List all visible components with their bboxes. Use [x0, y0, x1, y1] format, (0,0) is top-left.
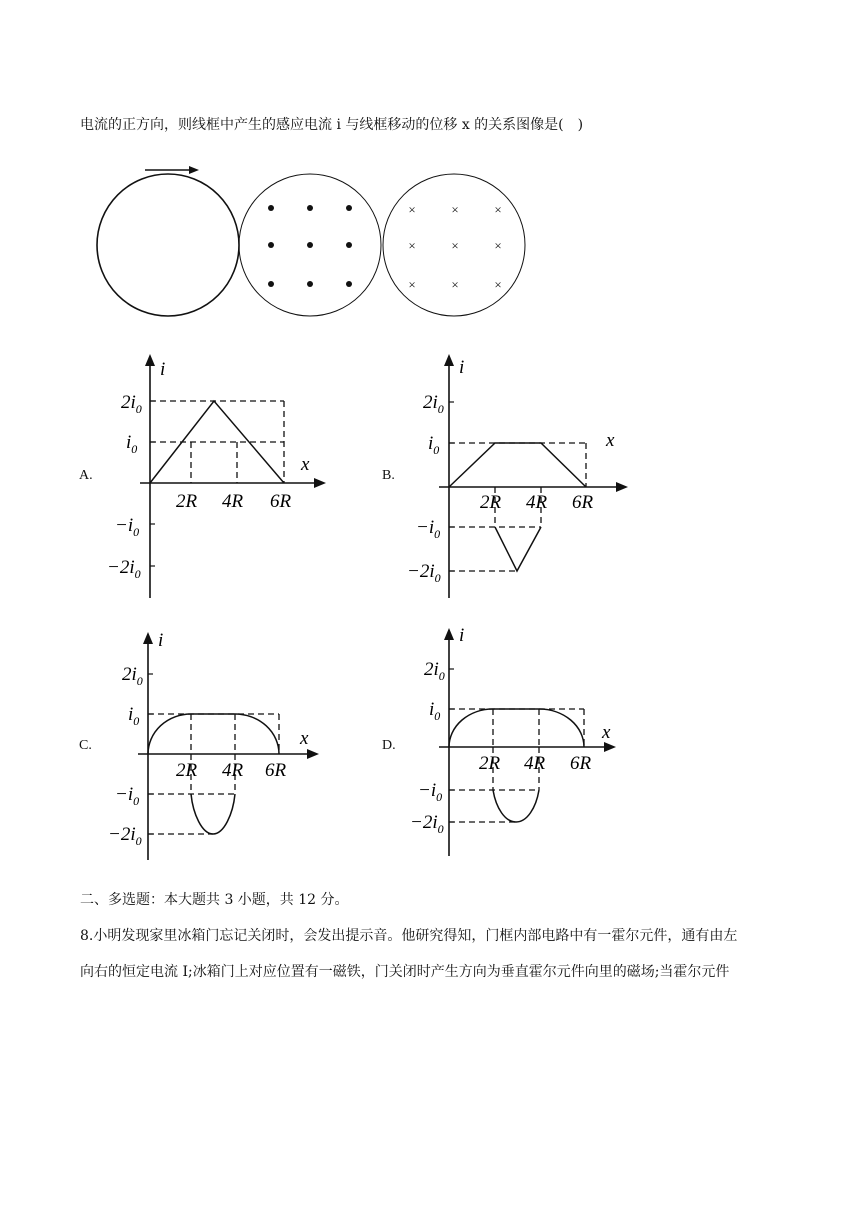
axis-label-x: x: [301, 454, 310, 475]
option-a-label[interactable]: A.: [79, 468, 93, 483]
motion-arrow: [145, 166, 199, 174]
svg-text:×: ×: [408, 202, 416, 217]
tick-neg-i0: $-i_0$: [418, 780, 443, 804]
tick-2R: 2R: [479, 753, 501, 774]
tick-6R: 6R: [265, 760, 287, 781]
graph-b: [407, 354, 628, 598]
axis-label-i: i: [158, 630, 164, 651]
svg-text:×: ×: [494, 202, 502, 217]
graph-d: [410, 625, 616, 856]
option-b-label[interactable]: B.: [382, 468, 395, 483]
tick-i0: $i_0$: [128, 704, 140, 728]
tick-2R: 2R: [176, 491, 198, 512]
axis-label-x: x: [606, 430, 615, 451]
tick-neg-i0: $-i_0$: [115, 515, 140, 539]
tick-2i0: $2i_0$: [423, 392, 444, 416]
tick-6R: 6R: [270, 491, 292, 512]
tick-neg-2i0: $-2i_0$: [107, 557, 141, 581]
tick-2R: 2R: [480, 492, 502, 513]
svg-text:×: ×: [408, 277, 416, 292]
tick-i0: $i_0$: [126, 432, 138, 456]
tick-2i0: $2i_0$: [122, 664, 143, 688]
svg-text:×: ×: [408, 238, 416, 253]
svg-text:×: ×: [451, 238, 459, 253]
field-crosses: [408, 202, 501, 292]
svg-text:×: ×: [494, 238, 502, 253]
tick-6R: 6R: [572, 492, 594, 513]
axis-label-x: x: [300, 728, 309, 749]
option-d-label[interactable]: D.: [382, 738, 396, 753]
tick-i0: $i_0$: [428, 433, 440, 457]
tick-4R: 4R: [222, 760, 244, 781]
question-text-tail: 电流的正方向，则线框中产生的感应电流 i 与线框移动的位移 x 的关系图像是( ): [80, 117, 584, 133]
tick-4R: 4R: [526, 492, 548, 513]
tick-i0: $i_0$: [429, 699, 441, 723]
axis-label-x: x: [602, 722, 611, 743]
tick-2i0: $2i_0$: [424, 659, 445, 683]
wire-loop: [97, 174, 239, 316]
graph-a: [107, 354, 326, 598]
svg-text:×: ×: [451, 202, 459, 217]
tick-4R: 4R: [524, 753, 546, 774]
question-8-line-2: 向右的恒定电流 I;冰箱门上对应位置有一磁铁，门关闭时产生方向为垂直霍尔元件向里的磁场;当霍尔元件: [80, 964, 730, 980]
svg-text:×: ×: [494, 277, 502, 292]
section-heading: 二、多选题：本大题共 3 小题，共 12 分。: [80, 892, 349, 908]
tick-neg-i0: $-i_0$: [115, 784, 140, 808]
tick-neg-2i0: $-2i_0$: [410, 812, 444, 836]
tick-neg-2i0: $-2i_0$: [108, 824, 142, 848]
tick-2i0: $2i_0$: [121, 392, 142, 416]
graph-c: [108, 630, 319, 860]
tick-6R: 6R: [570, 753, 592, 774]
tick-2R: 2R: [176, 760, 198, 781]
tick-neg-i0: $-i_0$: [416, 517, 441, 541]
axis-label-i: i: [459, 625, 465, 646]
svg-text:×: ×: [451, 277, 459, 292]
question-8-line-1: 8.小明发现家里冰箱门忘记关闭时，会发出提示音。他研究得知，门框内部电路中有一霍尔元件，通有由左: [80, 928, 738, 944]
axis-label-i: i: [459, 357, 465, 378]
field-dots: [268, 205, 352, 287]
tick-4R: 4R: [222, 491, 244, 512]
axis-label-i: i: [160, 359, 166, 380]
tick-neg-2i0: $-2i_0$: [407, 561, 441, 585]
option-c-label[interactable]: C.: [79, 738, 92, 753]
